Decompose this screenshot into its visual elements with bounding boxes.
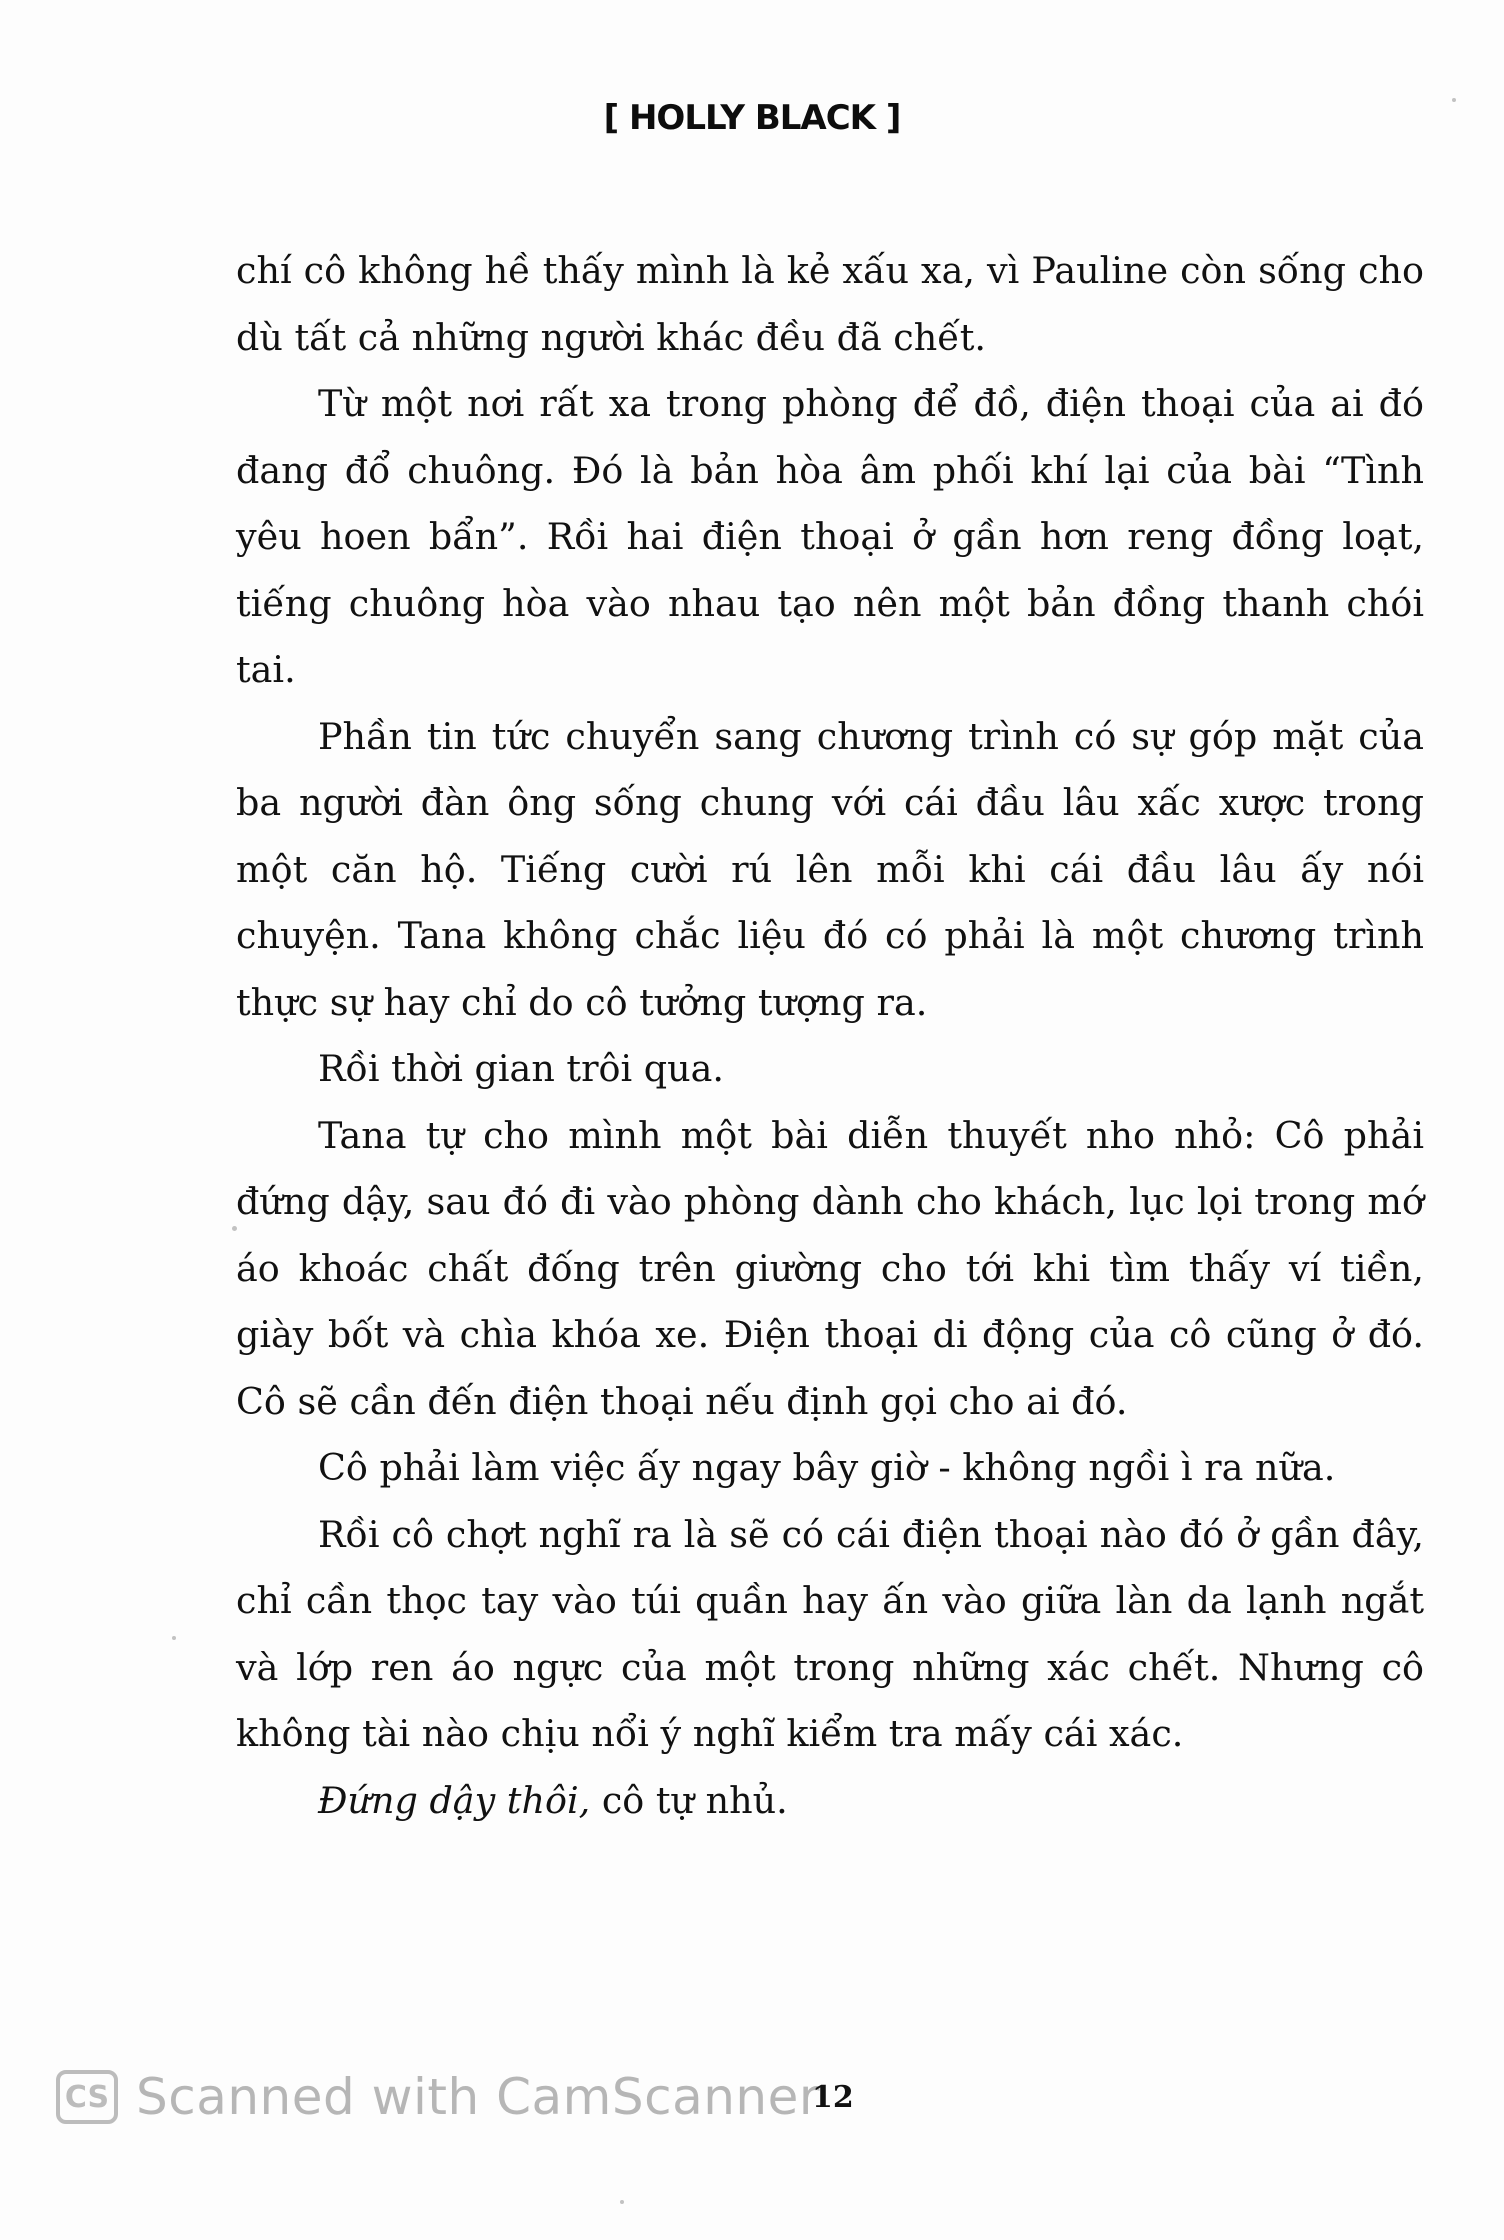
paragraph-1: chí cô không hề thấy mình là kẻ xấu xa, vì Pauline còn sống cho dù tất cả những người khác đều đã chết. [236, 249, 1424, 359]
paragraph-4: Rồi thời gian trôi qua. [318, 1047, 725, 1090]
scan-speck [172, 1636, 176, 1640]
paragraph-5: Tana tự cho mình một bài diễn thuyết nho nhỏ: Cô phải đứng dậy, sau đó đi vào phòng dành cho khách, lục lọi trong mớ áo khoác chất đống trên giường cho tới khi tìm thấy ví tiền, giày bốt và chìa khóa xe. Điện thoại di động của cô cũng ở đó. Cô sẽ cần đến điện thoại nếu định gọi cho ai đó. [236, 1113, 1424, 1423]
scan-speck [1452, 98, 1456, 102]
paragraph-8 [236, 1768, 1424, 1835]
page-number: 12 [812, 2080, 854, 2115]
paragraph-8-rest: cô tự nhủ. [590, 1778, 788, 1822]
paragraph-6: Cô phải làm việc ấy ngay bây giờ - không ngồi ì ra nữa. [318, 1446, 1336, 1489]
camscanner-logo-icon: CS [56, 2070, 118, 2124]
watermark-text: Scanned with CamScanner [136, 2068, 820, 2126]
camscanner-watermark [56, 2068, 820, 2126]
scan-speck [232, 1226, 237, 1231]
scan-speck [620, 2200, 624, 2204]
paragraph-7: Rồi cô chợt nghĩ ra là sẽ có cái điện thoại nào đó ở gần đây, chỉ cần thọc tay vào túi quần hay ấn vào giữa làn da lạnh ngắt và lớp ren áo ngực của một trong những xác chết. Nhưng cô không tài nào chịu nổi ý nghĩ kiểm tra mấy cái xác. [236, 1512, 1424, 1755]
paragraph-2: Từ một nơi rất xa trong phòng để đồ, điện thoại của ai đó đang đổ chuông. Đó là bản hòa âm phối khí lại của bài “Tình yêu hoen bẩn”. Rồi hai điện thoại ở gần hơn reng đồng loạt, tiếng chuông hòa vào nhau tạo nên một bản đồng thanh chói tai. [236, 382, 1424, 691]
running-head: [ HOLLY BLACK ] [603, 98, 901, 138]
paragraph-3: Phần tin tức chuyển sang chương trình có sự góp mặt của ba người đàn ông sống chung với cái đầu lâu xấc xược trong một căn hộ. Tiếng cười rú lên mỗi khi cái đầu lâu ấy nói chuyện. Tana không chắc liệu đó có phải là một chương trình thực sự hay chỉ do cô tưởng tượng ra. [236, 714, 1424, 1024]
italic-phrase: Đứng dậy thôi, [318, 1778, 591, 1822]
body-text [236, 238, 1424, 1834]
